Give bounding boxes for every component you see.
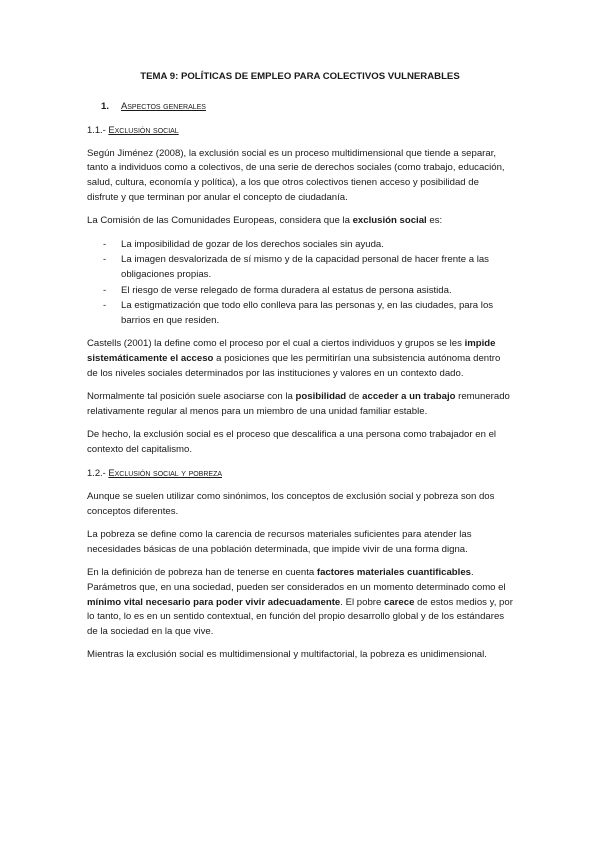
paragraph-pobreza-definicion: La pobreza se define como la carencia de recursos materiales suficientes para atender las necesidades básicas de una población determinada, que impide vivir de una forma digna. bbox=[87, 529, 472, 555]
bold-text: factores materiales cuantificables bbox=[316, 567, 471, 579]
paragraph-sinonimos: Aunque se suelen utilizar como sinónimos, los conceptos de exclusión social y pobreza son dos conceptos diferentes. bbox=[87, 491, 495, 517]
paragraph-factores-materiales bbox=[87, 566, 513, 639]
list-item-text: El riesgo de verse relegado de forma duradera al estatus de persona asistida. bbox=[121, 284, 452, 296]
text-run: de bbox=[346, 391, 363, 403]
paragraph-jimenez-definition: Según Jiménez (2008), la exclusión social es un proceso multidimensional que tiende a separar, tanto a individuos como a colectivos, de una serie de derechos sociales (como trabajo, educación, salud, cultura, economía y política), a los que otros colectivos tienen acceso y posibilidad de disfrute y que terminan por anular el concepto de ciudadanía. bbox=[87, 147, 505, 203]
text-run: es: bbox=[426, 215, 443, 227]
bold-text: impide sistemáticamente el acceso bbox=[87, 338, 496, 364]
list-item-text: La imagen desvalorizada de sí mismo y de la capacidad personal de hacer frente a las obligaciones propias. bbox=[121, 254, 489, 280]
text-run: . Parámetros que, en una sociedad, pueden ser considerados en un momento determinado como el bbox=[87, 567, 506, 594]
section-label: Aspectos generales bbox=[121, 99, 206, 111]
bullet-marker: - bbox=[103, 300, 107, 312]
subsection-heading-exclusion-pobreza bbox=[87, 466, 513, 481]
text-run: . El pobre bbox=[340, 596, 384, 608]
bullet-marker: - bbox=[103, 238, 107, 250]
exclusion-list bbox=[87, 238, 513, 329]
section-heading-aspectos-generales bbox=[101, 99, 513, 115]
paragraph-capitalismo: De hecho, la exclusión social es el proceso que descalifica a una persona como trabajador en el contexto del capitalismo. bbox=[87, 429, 497, 455]
subsection-number: 1.1.- bbox=[87, 124, 109, 136]
subsection-heading-exclusion-social bbox=[87, 123, 513, 138]
bullet-marker: - bbox=[103, 254, 107, 266]
list-item bbox=[87, 253, 513, 282]
paragraph-comision-europea bbox=[87, 214, 513, 229]
list-item-text: La imposibilidad de gozar de los derechos sociales sin ayuda. bbox=[121, 238, 384, 250]
subsection-label: Exclusión social y pobreza bbox=[108, 467, 223, 479]
list-item bbox=[87, 284, 513, 299]
bold-text: exclusión social bbox=[352, 215, 427, 227]
list-item-text: La estigmatización que todo ello conlleva para las personas y, en las ciudades, para los barrios en que residen. bbox=[121, 300, 494, 326]
paragraph-multidimensional: Mientras la exclusión social es multidimensional y multifactorial, la pobreza es unidimensional. bbox=[87, 649, 487, 661]
paragraph-acceso-trabajo bbox=[87, 390, 513, 419]
section-number: 1. bbox=[101, 100, 110, 112]
bold-text: carece bbox=[384, 596, 415, 608]
bold-text: acceder a un trabajo bbox=[362, 391, 456, 403]
text-run: Castells (2001) la define como el proceso por el cual a ciertos individuos y grupos se les bbox=[87, 338, 465, 350]
bold-text: posibilidad bbox=[295, 391, 347, 403]
text-run: de estos medios y, por lo tanto, lo es en un sentido contextual, en función del propio desarrollo global y de los estándares de la sociedad en la que vive. bbox=[87, 596, 513, 637]
subsection-label: Exclusión social bbox=[108, 124, 179, 136]
paragraph-castells bbox=[87, 337, 513, 381]
list-item bbox=[87, 299, 513, 328]
text-run: remunerado relativamente regular al menos para un miembro de una unidad familiar estable. bbox=[87, 391, 510, 417]
text-run: En la definición de pobreza han de tenerse en cuenta bbox=[87, 567, 317, 579]
document-title: TEMA 9: POLÍTICAS DE EMPLEO PARA COLECTIVOS VULNERABLES bbox=[140, 71, 460, 82]
bullet-marker: - bbox=[103, 284, 107, 296]
list-item bbox=[87, 238, 513, 253]
text-run: Normalmente tal posición suele asociarse con la bbox=[87, 391, 296, 403]
text-run: a posiciones que les permitirían una subsistencia autónoma dentro de los niveles sociales determinados por las instituciones y valores en un contexto dado. bbox=[87, 352, 501, 379]
bold-text: mínimo vital necesario para poder vivir adecuadamente bbox=[87, 596, 341, 608]
text-run: La Comisión de las Comunidades Europeas, considera que la bbox=[87, 215, 353, 227]
subsection-number: 1.2.- bbox=[87, 467, 109, 479]
